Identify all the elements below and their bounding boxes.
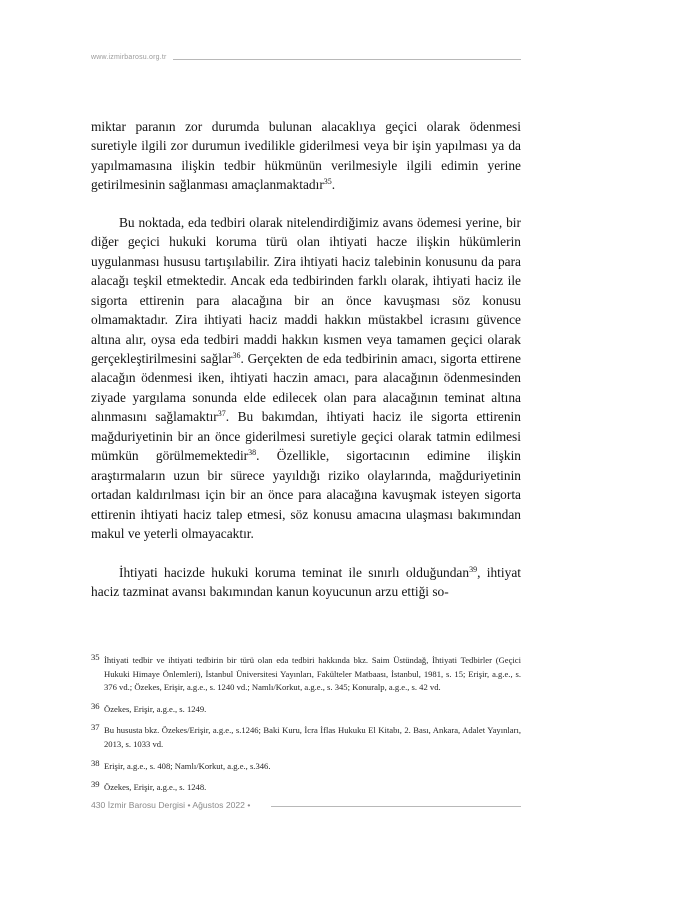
footnote-ref-36[interactable]: 36 [232,350,241,360]
paragraph-3 [91,563,521,602]
main-text [91,117,521,601]
footnote-36 [91,700,521,717]
paragraph-text: miktar paranın zor durumda bulunan alacaklıya geçici olarak ödenmesi suretiyle ilgili zor durumun ivedilikle giderilmesi veya bir işin yapılması ya da yapılmamasına ilişkin tedbir hükmünün verilmesiyle ilgili edimin yerine getirilmesinin sağlanması amaçlanmaktadır [91,119,521,193]
footnote-35 [91,654,521,695]
paragraph-text: . [331,177,336,193]
footnote-ref-37[interactable]: 37 [217,409,226,419]
header-rule [173,59,521,60]
footnote-ref-35[interactable]: 35 [323,177,332,187]
paragraph-1 [91,117,521,195]
footnote-39 [91,781,521,795]
header-url: www.izmirbarosu.org.tr [91,54,170,61]
paragraph-text: , ihtiyat haciz tazminat avansı bakımından kanun koyucunun arzu ettiği so- [91,564,521,599]
footnote-text: Özekes, Erişir, a.g.e., s. 1249. [104,703,207,714]
footnote-number: 38 [91,757,100,768]
paragraph-text: . Özellikle, sigortacının edimine ilişkin araştırmaların uzun bir sürece yayıldığı riziko olaylarında, mağduriyetinin ortadan kaldırılması için bir an önce para alacağına kavuşmak isteyen sigorta ettirenin ihtiyati haciz talep etmesi, söz konusu amacına ulaşması bakımından makul ve yeterli olmayacaktır. [91,448,521,542]
footer-rule [271,806,521,807]
footnote-text: Bu hususta bkz. Özekes/Erişir, a.g.e., s.1246; Baki Kuru, İcra İflas Hukuku El Kitabı, 2. Bası, Ankara, Adalet Yayınları, 2013, s. 1033 vd. [104,725,521,749]
footnote-38 [91,757,521,774]
footnote-text: İhtiyati tedbir ve ihtiyati tedbirin bir türü olan eda tedbiri hakkında bkz. Saim Üstündağ, İhtiyati Tedbirler (Geçici Hukuki Himaye Önlemleri), İstanbul Üniversitesi Yayınları, Fakülteler Matbaası, İstanbul, 1981, s. 15; Erişir, a.g.e., s. 376 vd.; Özekes, Erişir, a.g.e., s. 1240 vd.; Namlı/Korkut, a.g.e., s. 345; Konuralp, a.g.e., s. 42 vd. [104,655,521,693]
footnote-ref-38[interactable]: 38 [248,448,257,458]
paragraph-text: Bu noktada, eda tedbiri olarak nitelendirdiğimiz avans ödemesi yerine, bir diğer geçici hukuki koruma türü olan ihtiyati hacze ilişkin hükümlerin uygulanması hususu tartışılabilir. Zira ihtiyati haciz talebinin konusunu da para alacağı teşkil etmektedir. Ancak eda tedbirinden farklı olarak, ihtiyati haciz ile sigorta ettirenin para alacağına bir an önce kavuşması söz konusu olmamaktadır. Zira ihtiyati haciz maddi hakkın müstakbel icrasını güvence altına alır, oysa eda tedbiri maddi hakkın kısmen veya tamamen geçici olarak gerçekleştirilmesini sağlar [91,214,521,366]
paragraph-text: . Gerçekten de eda tedbirinin amacı, sigorta ettirene alacağın ödenmesi iken, ihtiyati haczin amacı, para alacağının ödenmesinden ziyade yargılama sonunda elde edilecek olan para alacağının teminat altına alınmasını sağlamaktır [91,350,521,425]
footnote-number: 35 [91,652,100,662]
footer-text: 430 İzmir Barosu Dergisi • Ağustos 2022 • [91,800,254,810]
footnote-37 [91,724,521,751]
footnote-text: Erişir, a.g.e., s. 408; Namlı/Korkut, a.g.e., s.346. [104,760,271,771]
footnote-number: 37 [91,722,100,733]
footnote-number: 39 [91,779,100,790]
footnote-text: Özekes, Erişir, a.g.e., s. 1248. [104,782,207,793]
paragraph-text: İhtiyati hacizde hukuki koruma teminat ile sınırlı olduğundan [119,564,470,580]
page-header [91,54,521,66]
footnote-ref-39[interactable]: 39 [469,564,478,574]
page-footer [91,800,521,814]
paragraph-2 [91,213,521,544]
paragraph-text: . Bu bakımdan, ihtiyati haciz ile sigorta ettirenin mağduriyetinin bir an önce giderilmesi suretiyle geçici olarak tatmin edilmesi mümkün görülmemektedir [91,409,521,464]
footnotes [91,654,521,803]
footnote-number: 36 [91,700,100,711]
